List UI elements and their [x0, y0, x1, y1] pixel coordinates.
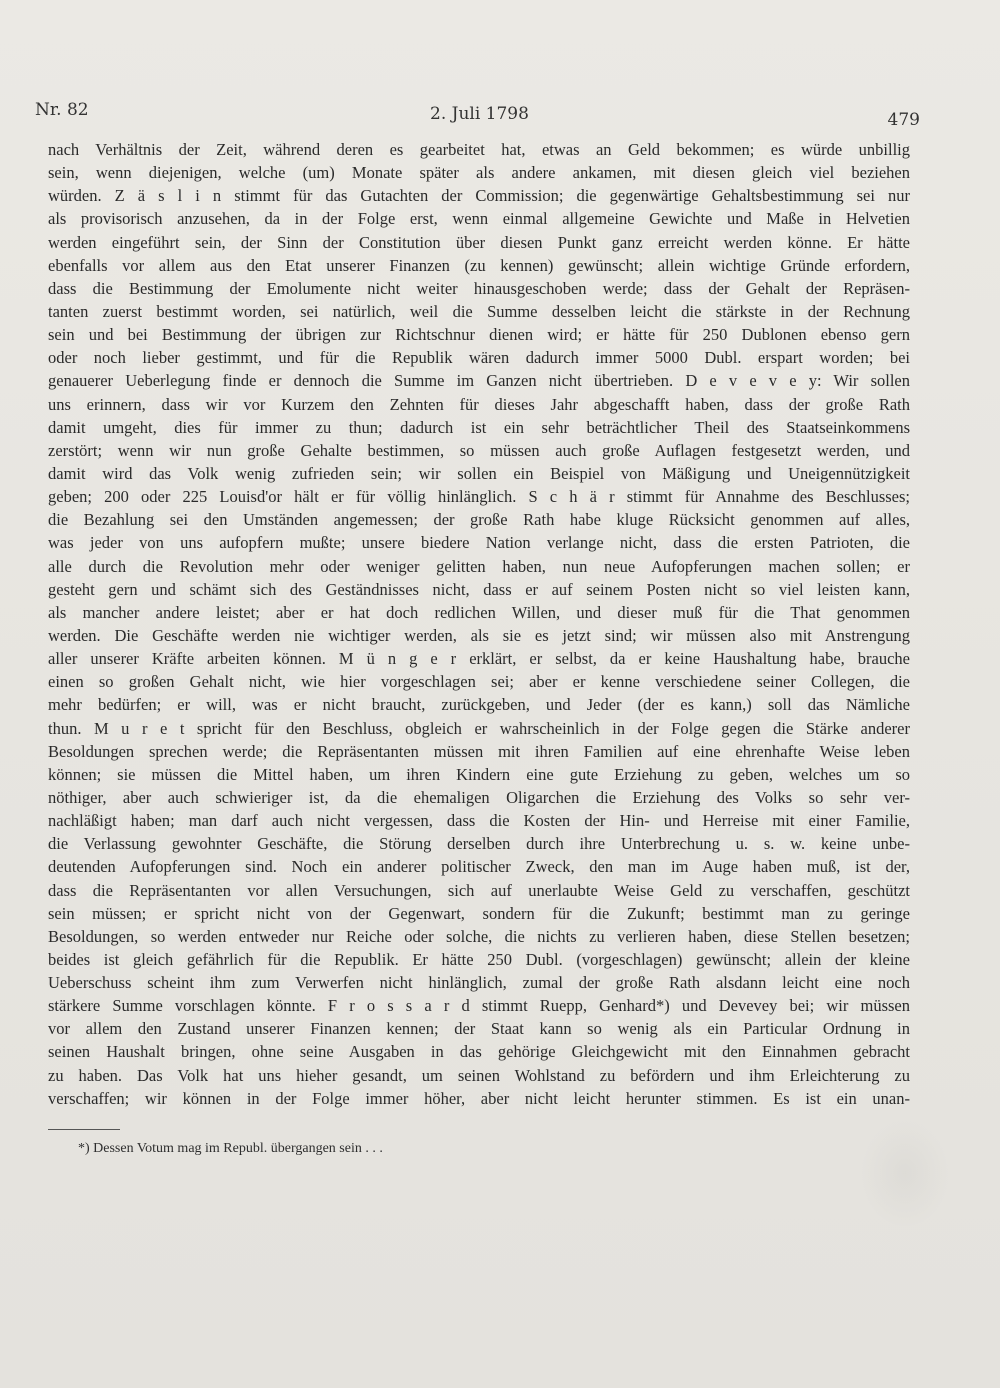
text-line: als provisorisch anzusehen, da in der Folge erst, wenn einmal allgemeine Gewichte und Maße in Helvetien	[48, 209, 910, 229]
text-line: nachläßigt haben; man darf auch nicht vergessen, dass die Kosten der Hin- und Herreise mit einer Familie,	[48, 811, 910, 831]
text-line: was jeder von uns aufopfern mußte; unsere biedere Nation verlange nicht, dass die ersten Patrioten, die	[48, 533, 910, 553]
footnote: *) Dessen Votum mag im Republ. übergangen sein . . .	[78, 1141, 383, 1156]
text-line: einen so großen Gehalt nicht, wie hier vorgeschlagen sei; aber er kenne verschiedene seiner Collegen, die	[48, 672, 910, 692]
text-line: mehr bedürfen; er will, was er nicht braucht, zurückgeben, und Jeder (der es kann,) soll das Nämliche	[48, 695, 910, 715]
text-line: damit umgeht, dies für immer zu thun; dadurch ist ein sehr beträchtlicher Theil des Staatseinkommens	[48, 417, 910, 437]
text-line: verschaffen; wir können in der Folge immer höher, aber nicht leicht herunter stimmen. Es ist ein unan-	[48, 1088, 910, 1108]
text-line: werden eingeführt sein, der Sinn der Constitution über diesen Punkt ganz erreicht werden könne. Er hätte	[48, 232, 910, 252]
document-date: 2. Juli 1798	[430, 104, 529, 124]
text-line: Besoldungen, so werden entweder nur Reiche oder solche, die nichts zu verlieren haben, diese Stellen besetzen;	[48, 926, 910, 946]
body-text	[48, 138, 910, 1110]
text-line: alle durch die Revolution mehr oder weniger gelitten haben, nun neue Aufopferungen machen sollen; er	[48, 556, 910, 576]
show-through-smudge	[860, 1118, 950, 1228]
text-line: seinen Haushalt bringen, ohne seine Ausgaben in das gehörige Gleichgewicht mit den Einnahmen gebracht	[48, 1042, 910, 1062]
text-line: würden. Z ä s l i n stimmt für das Gutachten der Commission; die gegenwärtige Gehaltsbestimmung sei nur	[48, 186, 910, 206]
text-line: vor allem den Zustand unserer Finanzen kennen; der Staat kann so wenig als ein Particular Ordnung in	[48, 1019, 910, 1039]
text-line: dass die Repräsentanten vor allen Versuchungen, sich auf unerlaubte Weise Geld zu verschaffen, geschützt	[48, 880, 910, 900]
text-line: nöthiger, aber auch schwieriger ist, da die ehemaligen Oligarchen die Erziehung des Volks so sehr ver-	[48, 787, 910, 807]
text-line: sein müssen; er spricht nicht von der Gegenwart, sondern für die Zukunft; bestimmt man zu geringe	[48, 903, 910, 923]
text-line: gesteht gern und schämt sich des Geständnisses nicht, dass er auf seinem Posten nicht so viel leisten kann,	[48, 579, 910, 599]
text-line: als mancher andere leistet; aber er hat doch redlichen Willen, und dieser muß für die That genommen	[48, 602, 910, 622]
text-line: werden. Die Geschäfte werden nie wichtiger werden, als sie es jetzt sind; wir müssen also mit Anstrengung	[48, 625, 910, 645]
text-line: thun. M u r e t spricht für den Beschluss, obgleich er wahrscheinlich in der Folge gegen die Stärke anderer	[48, 718, 910, 738]
text-line: die Verlassung gewohnter Geschäfte, die Störung derselben durch ihre Unterbrechung u. s. w. keine unbe-	[48, 834, 910, 854]
document-number: Nr. 82	[35, 100, 89, 120]
text-line: damit wird das Volk wenig zufrieden sein; wir sollen ein Beispiel von Mäßigung und Uneigennützigkeit	[48, 463, 910, 483]
footnote-divider	[48, 1129, 120, 1130]
text-line: Ueberschuss scheint ihm zum Verwerfen nicht hinlänglich, zumal der große Rath alsdann leicht eine noch	[48, 973, 910, 993]
text-line: sein und bei Bestimmung der übrigen zur Richtschnur dienen wird; er hätte für 250 Dublonen ebenso gern	[48, 325, 910, 345]
text-line: genauerer Ueberlegung finde er dennoch die Summe im Ganzen nicht übertrieben. D e v e v e y: Wir sollen	[48, 371, 910, 391]
page-number: 479	[887, 110, 920, 130]
text-line: sein, wenn diejenigen, welche (um) Monate später als andere ankamen, mit diesen gleich viel beziehen	[48, 163, 910, 183]
text-line: aller unserer Kräfte arbeiten können. M ü n g e r erklärt, er selbst, da er keine Haushaltung habe, brauche	[48, 649, 910, 669]
text-line: deutenden Aufopferungen sind. Noch ein anderer politischer Zweck, den man im Auge haben muß, ist der,	[48, 857, 910, 877]
text-line: geben; 200 oder 225 Louisd'or hält er für völlig hinlänglich. S c h ä r stimmt für Annahme des Beschlusses;	[48, 487, 910, 507]
page-header	[35, 100, 920, 130]
text-line: zu haben. Das Volk hat uns hieher gesandt, um seinen Wohlstand zu befördern und ihm Erleichterung zu	[48, 1065, 910, 1085]
text-line: können; sie müssen die Mittel haben, um ihren Kindern eine gute Erziehung zu geben, welches um so	[48, 764, 910, 784]
text-line: oder noch lieber gestimmt, und für die Republik wären dadurch immer 5000 Dubl. erspart worden; bei	[48, 348, 910, 368]
text-line: die Bezahlung sei den Umständen angemessen; der große Rath habe kluge Rücksicht genommen auf alles,	[48, 510, 910, 530]
text-line: uns erinnern, dass wir vor Kurzem den Zehnten für dieses Jahr abgeschafft haben, dass der große Rath	[48, 394, 910, 414]
text-line: zerstört; wenn wir nun große Gehalte bestimmen, so müssen auch große Auflagen festgesetzt werden, und	[48, 440, 910, 460]
text-line: tanten zuerst bestimmt worden, sei natürlich, weil die Summe desselben leicht die stärkste in der Rechnung	[48, 301, 910, 321]
text-line: Besoldungen sprechen werde; die Repräsentanten müssen mit ihren Familien auf eine ehrenhafte Weise leben	[48, 741, 910, 761]
text-line: beides ist gleich gefährlich für die Republik. Er hätte 250 Dubl. (vorgeschlagen) gewünscht; allein der kleine	[48, 949, 910, 969]
text-line: ebenfalls vor allem aus den Etat unserer Finanzen (zu kennen) gewünscht; allein wichtige Gründe erfordern,	[48, 255, 910, 275]
text-line: stärkere Summe vorschlagen könnte. F r o s s a r d stimmt Ruepp, Genhard*) und Devevey bei; wir müssen	[48, 996, 910, 1016]
text-line: nach Verhältnis der Zeit, während deren es gearbeitet hat, etwas an Geld bekommen; es würde unbillig	[48, 140, 910, 159]
text-line: dass die Bestimmung der Emolumente nicht weiter hinausgeschoben werde; dass der Gehalt der Repräsen-	[48, 278, 910, 298]
